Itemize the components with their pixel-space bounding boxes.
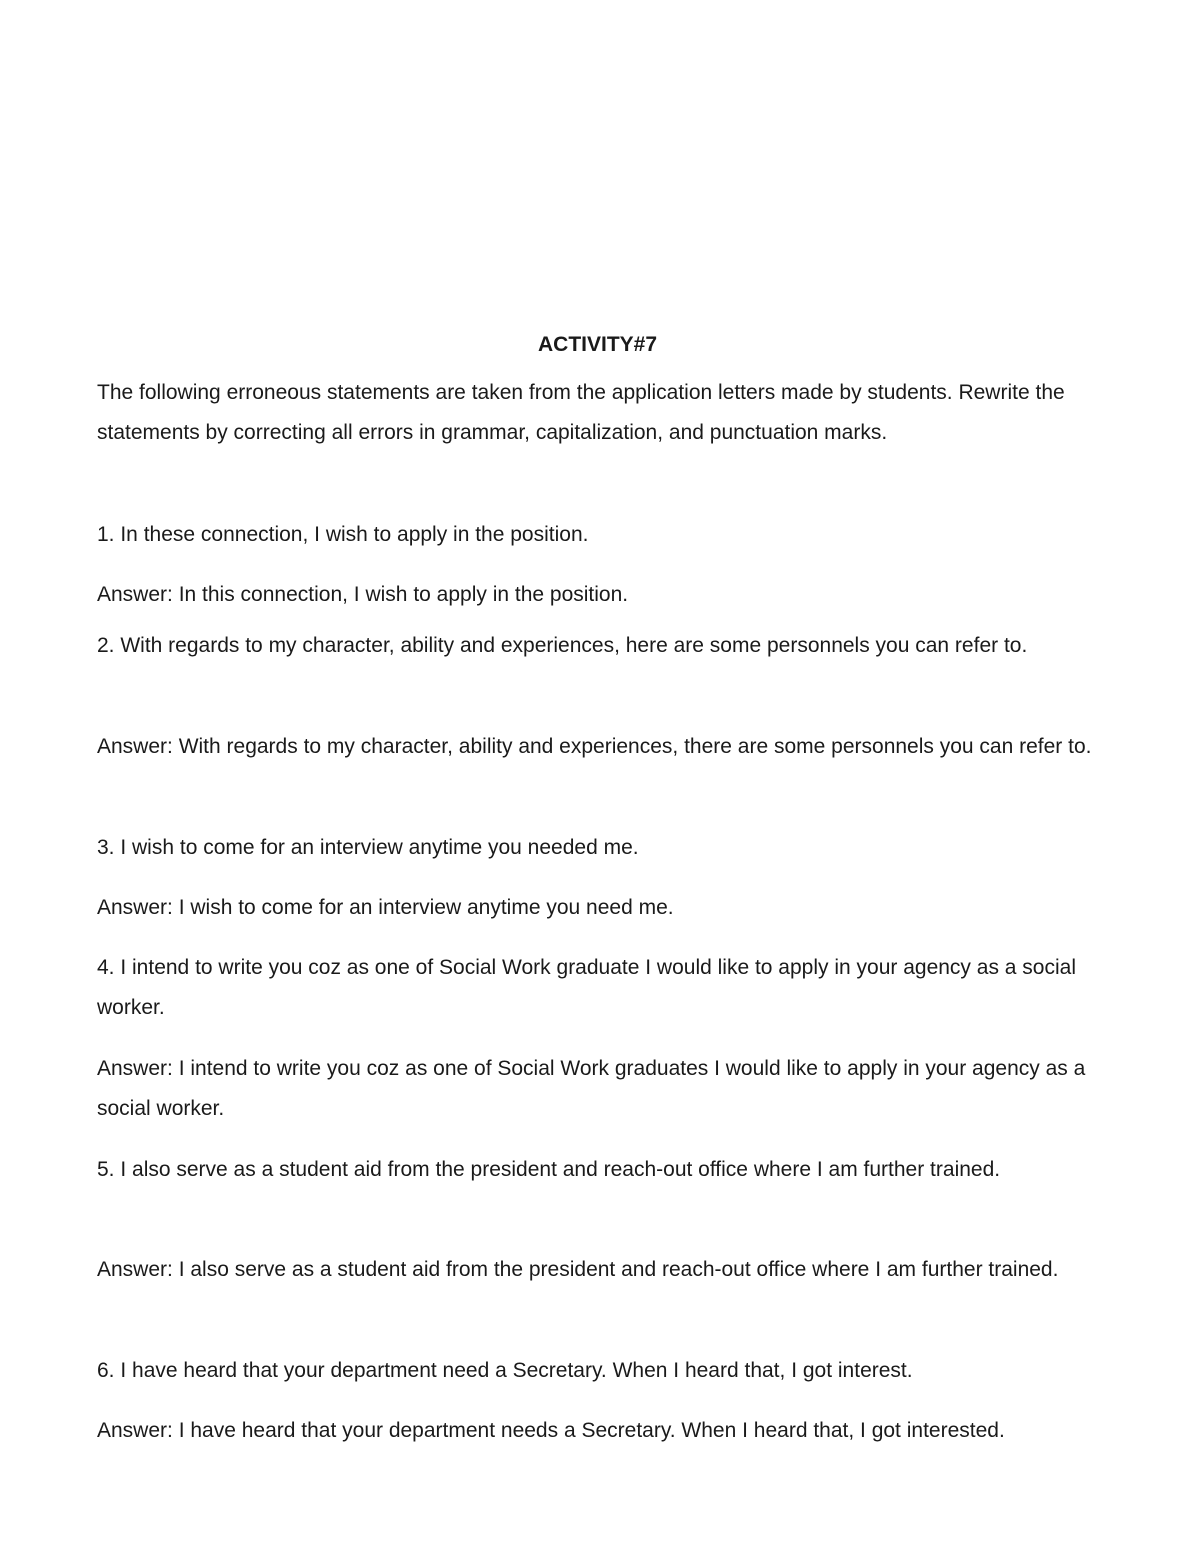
statement-5: 5. I also serve as a student aid from the president and reach-out office where I am further trained. xyxy=(97,1158,1001,1181)
answer-6: Answer: I have heard that your department needs a Secretary. When I heard that, I got interested. xyxy=(97,1419,1005,1442)
instructions-paragraph: The following erroneous statements are taken from the application letters made by students. Rewrite the statements by correcting all errors in grammar, capitalization, and punctuation marks. xyxy=(97,381,1065,444)
answer-1: Answer: In this connection, I wish to apply in the position. xyxy=(97,583,629,606)
answer-2: Answer: With regards to my character, ability and experiences, there are some personnels you can refer to. xyxy=(97,735,1092,758)
statement-6: 6. I have heard that your department need a Secretary. When I heard that, I got interest. xyxy=(97,1359,913,1382)
statement-1: 1. In these connection, I wish to apply in the position. xyxy=(97,523,589,546)
answer-3: Answer: I wish to come for an interview anytime you need me. xyxy=(97,896,674,919)
answer-5: Answer: I also serve as a student aid from the president and reach-out office where I am further trained. xyxy=(97,1258,1059,1281)
statement-3: 3. I wish to come for an interview anytime you needed me. xyxy=(97,836,639,859)
page-title: ACTIVITY#7 xyxy=(537,333,658,356)
statement-2: 2. With regards to my character, ability and experiences, here are some personnels you can refer to. xyxy=(97,634,1028,657)
answer-4: Answer: I intend to write you coz as one of Social Work graduates I would like to apply in your agency as a social worker. xyxy=(97,1057,1086,1120)
statement-4: 4. I intend to write you coz as one of Social Work graduate I would like to apply in your agency as a social worker. xyxy=(97,956,1076,1019)
